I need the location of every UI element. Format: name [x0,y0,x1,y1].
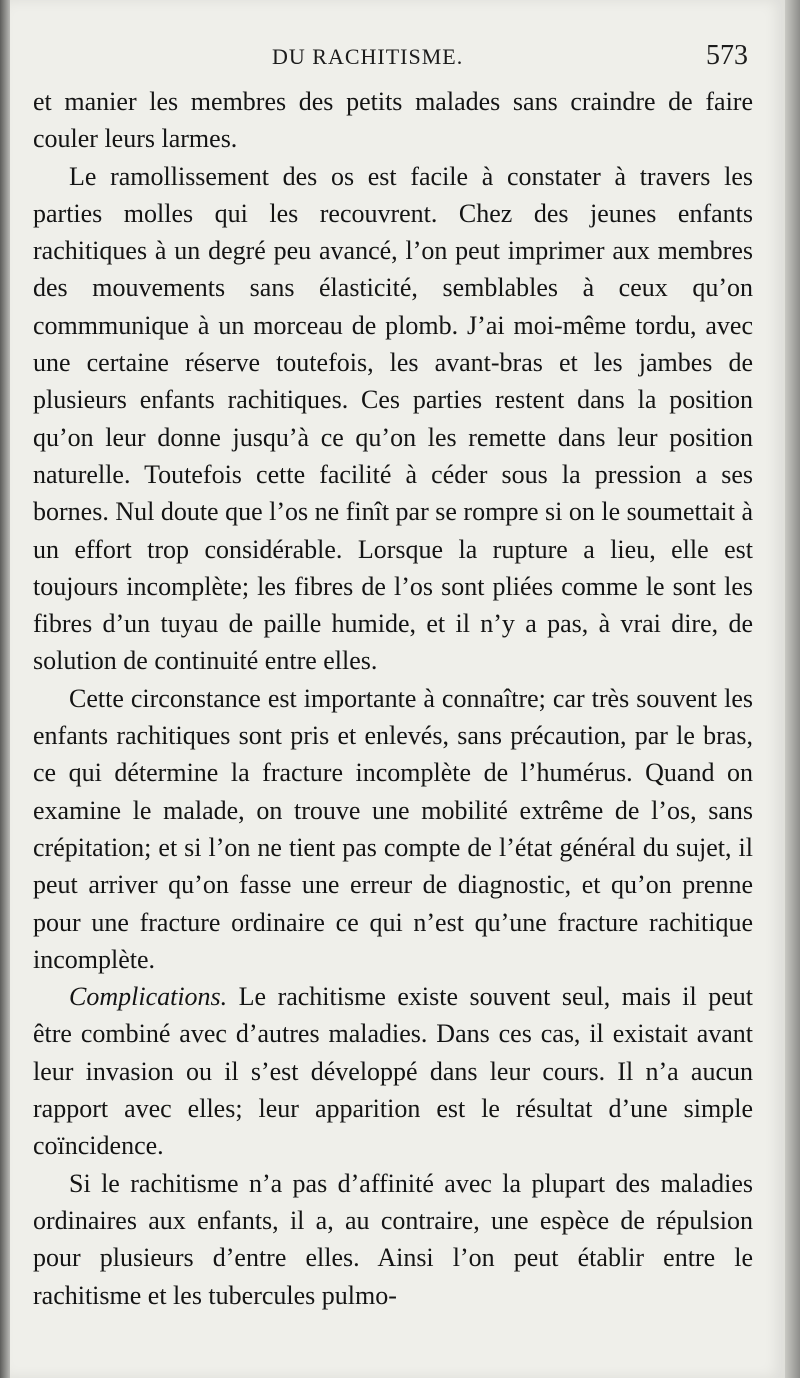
paragraph-text: Le rachitisme existe souvent seul, mais il peut être combiné avec d’autres maladies. Dans ces cas, il existait avant leur invasion ou il s’est développé dans leur cours. Il n’a aucun rapport avec elles; leur apparition est le résultat d’une simple coïncidence. [33,982,753,1161]
page-body [33,83,753,1314]
section-lead-italic: Complications. [69,982,228,1012]
paragraph-softening-of-bones [33,158,753,680]
paragraph-text: Le ramollissement des os est facile à constater à travers les parties molles qui les recouvrent. Chez des jeunes enfants rachitiques à un degré peu avancé, l’on peut imprimer aux membres des mouvements sans élasticité, semblables à ceux qu’on commmunique à un morceau de plomb. J’ai moi-même tordu, avec une certaine réserve toutefois, les avant-bras et les jambes de plusieurs enfants rachitiques. Ces parties restent dans la position qu’on leur donne jusqu’à ce qu’on les remette dans leur position naturelle. Toutefois cette facilité à céder sous la pression a ses bornes. Nul doute que l’os ne finît par se rompre si on le soumettait à un effort trop considérable. Lorsque la rupture a lieu, elle est toujours incomplète; les fibres de l’os sont pliées comme le sont les fibres d’un tuyau de paille humide, et il n’y a pas, à vrai dire, de solution de continuité entre elles. [33,161,753,676]
paragraph-complications [33,978,753,1164]
paragraph-text: Cette circonstance est importante à connaître; car très souvent les enfants rachitiques sont pris et enlevés, sans précaution, par le bras, ce qui détermine la fracture incomplète de l’humérus. Quand on examine le malade, on trouve une mobilité extrême de l’os, sans crépitation; et si l’on ne tient pas compte de l’état général du sujet, il peut arriver qu’on fasse une erreur de diagnostic, et qu’on prenne pour une fracture ordinaire ce qui n’est qu’une fracture rachitique incomplète. [33,683,753,974]
page-number: 573 [706,40,748,71]
paragraph-continuation [33,83,753,158]
paragraph-text: et manier les membres des petits malades sans craindre de faire couler leurs larmes. [33,87,753,154]
paragraph-affinity [33,1165,753,1314]
running-head: DU RACHITISME. [272,44,464,69]
page-gutter-shadow [0,0,10,1378]
paragraph-text: Si le rachitisme n’a pas d’affinité avec la plupart des maladies ordinaires aux enfants, il a, au contraire, une espèce de répulsion pour plusieurs d’entre elles. Ainsi l’on peut établir entre le rachitisme et les tubercules pulmo- [33,1168,753,1310]
page-header [10,40,785,80]
page-edge-shadow [785,0,800,1378]
book-page [10,0,785,1378]
paragraph-fracture-circumstance [33,680,753,978]
